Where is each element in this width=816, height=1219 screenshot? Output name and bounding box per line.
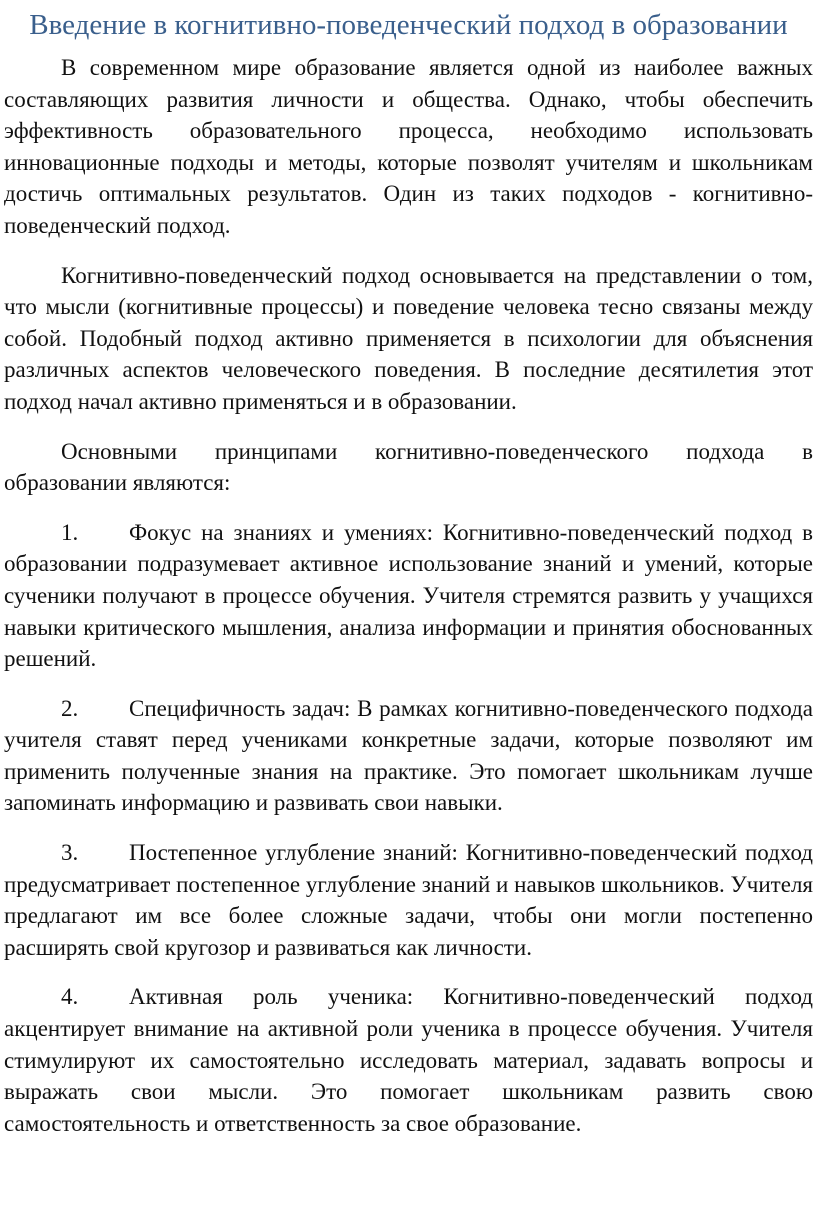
list-item-text: Активная роль ученика: Когнитивно-поведенческий подход акцентирует внимание на активной роли ученика в процессе обучения. Учителя стимулируют их самостоятельно исследовать материал, задавать вопросы и выражать свои мысли. Это помогает школьникам развить свою самостоятельность и ответственность за свое образование. bbox=[4, 984, 813, 1136]
paragraph-intro: В современном мире образование является одной из наиболее важных составляющих развития личности и общества. Однако, чтобы обеспечить эффективность образовательного процесса, необходимо использовать инновационные подходы и методы, которые позволят учителям и школьникам достичь оптимальных результатов. Один из таких подходов - когнитивно-поведенческий подход. bbox=[4, 55, 813, 238]
principles-list bbox=[4, 517, 813, 1140]
list-item-text: Фокус на знаниях и умениях: Когнитивно-поведенческий подход в образовании подразумевает активное использование знаний и умений, которые сученики получают в процессе обучения. Учителя стремятся развить у учащихся навыки критического мышления, анализа информации и принятия обоснованных решений. bbox=[4, 519, 813, 672]
list-item bbox=[4, 981, 813, 1139]
list-item bbox=[4, 837, 813, 963]
list-item bbox=[4, 693, 813, 819]
list-item-number: 3. bbox=[61, 840, 79, 866]
document-title: Введение в когнитивно-поведенческий подход в образовании bbox=[29, 9, 788, 41]
list-item-text: Специфичность задач: В рамках когнитивно-поведенческого подхода учителя ставят перед учениками конкретные задачи, которые позволяют им применить полученные знания на практике. Это помогает школьникам лучше запоминать информацию и развивать свои навыки. bbox=[4, 695, 813, 816]
list-item-text: Постепенное углубление знаний: Когнитивно-поведенческий подход предусматривает постепенное углубление знаний и навыков школьников. Учителя предлагают им все более сложные задачи, чтобы они могли постепенно расширять свой кругозор и развиваться как личности. bbox=[4, 840, 813, 960]
paragraph-principles-intro: Основными принципами когнитивно-поведенческого подхода в образовании являются: bbox=[4, 438, 813, 496]
document-page bbox=[4, 0, 813, 1139]
list-item-number: 2. bbox=[61, 695, 79, 721]
list-item-number: 4. bbox=[61, 984, 79, 1010]
list-item bbox=[4, 517, 813, 675]
list-item-number: 1. bbox=[61, 519, 79, 545]
paragraph-definition: Когнитивно-поведенческий подход основывается на представлении о том, что мысли (когнитивные процессы) и поведение человека тесно связаны между собой. Подобный подход активно применяется в психологии для объяснения различных аспектов человеческого поведения. В последние десятилетия этот подход начал активно применяться и в образовании. bbox=[4, 262, 813, 414]
